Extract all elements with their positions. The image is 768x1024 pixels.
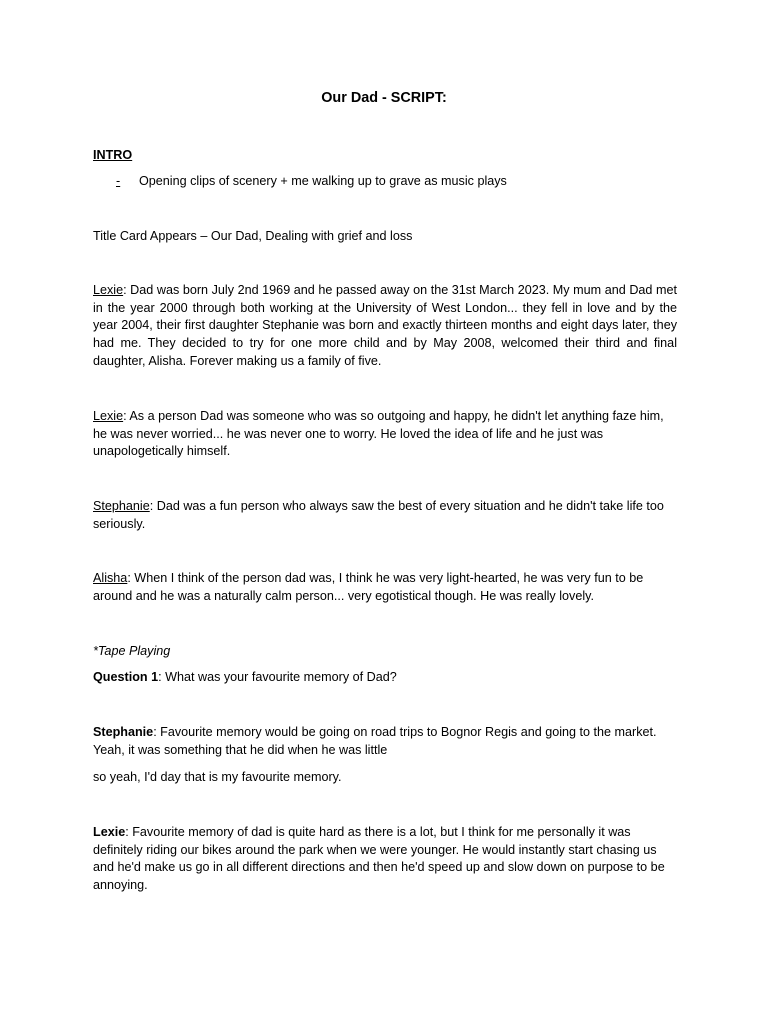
paragraph-text: : Dad was a fun person who always saw the best of every situation and he didn't take life too seriously. bbox=[93, 499, 664, 531]
tape-note: *Tape Playing bbox=[93, 644, 171, 658]
intro-bullet-item bbox=[116, 173, 676, 191]
paragraph-1 bbox=[93, 282, 677, 371]
paragraph-4 bbox=[93, 570, 677, 605]
paragraph-6 bbox=[93, 824, 677, 895]
speaker-name: Stephanie bbox=[93, 725, 154, 739]
intro-heading-line bbox=[93, 147, 677, 165]
title-card-line bbox=[93, 228, 677, 246]
paragraph-2 bbox=[93, 408, 677, 461]
intro-heading: INTRO bbox=[93, 148, 133, 162]
paragraph-text: : Favourite memory of dad is quite hard as there is a lot, but I think for me personally it was definitely riding our bikes around the park when we were younger. He would instantly start chasing us and he'd make us go in all different directions and then he'd speed up and slow down on purpose to be annoying. bbox=[93, 825, 665, 893]
question-text: : What was your favourite memory of Dad? bbox=[158, 670, 397, 684]
paragraph-text: : Dad was born July 2nd 1969 and he passed away on the 31st March 2023. My mum and Dad met in the year 2000 through both working at the University of West London... they fell in love and by the year 2004, their first daughter Stephanie was born and exactly thirteen months and eight days later, they had me. They decided to try for one more child and by May 2008, welcomed their third and final daughter, Alisha. Forever making us a family of five. bbox=[93, 283, 677, 368]
question-1 bbox=[93, 669, 677, 687]
speaker-name: Lexie bbox=[93, 283, 124, 297]
speaker-name: Lexie bbox=[93, 825, 126, 839]
paragraph-5 bbox=[93, 724, 677, 759]
title-card-text: Title Card Appears – Our Dad, Dealing with grief and loss bbox=[93, 229, 413, 243]
paragraph-3 bbox=[93, 498, 677, 533]
speaker-name: Lexie bbox=[93, 409, 124, 423]
bullet-marker: - bbox=[116, 174, 121, 188]
speaker-name: Alisha bbox=[93, 571, 128, 585]
document-title: Our Dad - SCRIPT: bbox=[321, 90, 447, 106]
paragraph-5-continued: so yeah, I'd day that is my favourite memory. bbox=[93, 770, 342, 784]
paragraph-text: : When I think of the person dad was, I think he was very light-hearted, he was very fun to be around and he was a naturally calm person... very egotistical though. He was really lovely. bbox=[93, 571, 644, 603]
question-label: Question 1 bbox=[93, 670, 159, 684]
paragraph-text: : As a person Dad was someone who was so outgoing and happy, he didn't let anything faze him, he was never worried... he was never one to worry. He loved the idea of life and he just was unapologetically himself. bbox=[93, 409, 664, 459]
speaker-name: Stephanie bbox=[93, 499, 150, 513]
paragraph-text: : Favourite memory would be going on road trips to Bognor Regis and going to the market. Yeah, it was something that he did when he was little bbox=[93, 725, 657, 757]
intro-bullet-text: Opening clips of scenery + me walking up to grave as music plays bbox=[139, 174, 507, 188]
